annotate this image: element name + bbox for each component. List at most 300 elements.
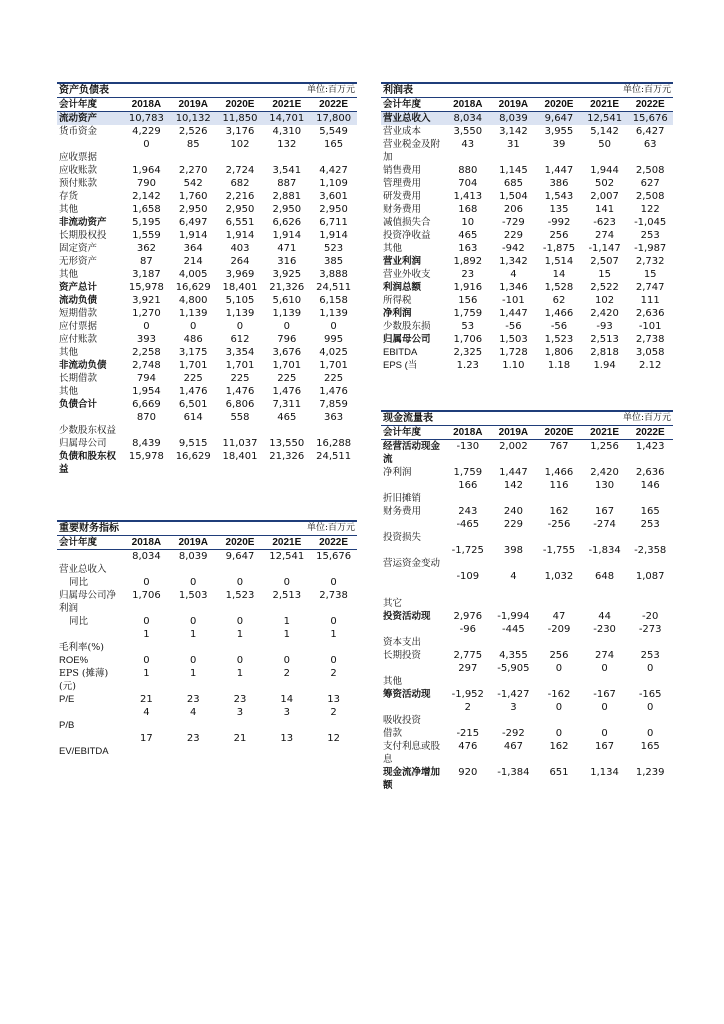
table-row (57, 125, 357, 138)
row-label: 净利润 (383, 467, 412, 478)
row-label: 毛利率(%) (59, 641, 104, 653)
cell-value: 1.94 (593, 360, 616, 371)
cell-value: 1,476 (225, 386, 255, 397)
row-label: 应付票据 (59, 321, 98, 332)
cell-value: 2,775 (453, 650, 483, 661)
year-header: 2021E (582, 426, 628, 440)
cell-value: 1 (190, 667, 197, 679)
table-row (381, 662, 673, 688)
row-label: 长期投资 (383, 650, 422, 661)
cell-value: -167 (593, 689, 616, 700)
cell-value: 1,466 (544, 308, 574, 319)
row-label: 其他 (59, 204, 79, 215)
cell-value: 1,914 (319, 230, 348, 241)
cell-value: 297 (458, 663, 478, 674)
cell-value: 4 (143, 706, 150, 718)
row-label: ROE% (59, 654, 89, 666)
cell-value: 1,270 (132, 308, 161, 319)
cell-value: 43 (461, 139, 475, 150)
cell-value: 1,706 (132, 589, 161, 601)
row-label: 营业总收入 (59, 563, 107, 575)
cell-value: 1,701 (272, 360, 302, 371)
cell-value: 0 (555, 663, 563, 674)
table-title: 重要财务指标 (57, 521, 170, 536)
cell-value: 23 (186, 732, 200, 744)
cell-value: 165 (640, 741, 660, 752)
cell-value: -130 (456, 441, 480, 452)
cell-value: 2,420 (590, 308, 619, 319)
cell-value: 363 (324, 412, 344, 423)
cell-value: 62 (552, 295, 566, 306)
cell-value: 7,311 (272, 399, 302, 410)
table-unit: 单位:百万元 (170, 521, 357, 536)
row-label: 减值损失合 (383, 217, 431, 228)
row-label: 管理费用 (383, 178, 422, 189)
cell-value: 1,701 (225, 360, 255, 371)
cell-value: 3,175 (178, 347, 208, 358)
cell-value: 2,007 (590, 191, 619, 202)
row-label: 资本支出 (383, 637, 422, 648)
cell-value: 3,187 (132, 269, 161, 280)
cell-value: 1,559 (132, 230, 161, 241)
cell-value: 2,747 (635, 282, 665, 293)
cell-value: 229 (503, 230, 523, 241)
table-row (57, 229, 357, 242)
cell-value: 1,466 (544, 467, 574, 478)
cell-value: 476 (458, 741, 478, 752)
cell-value: 12,541 (269, 551, 305, 562)
header-label: 会计年度 (381, 98, 445, 112)
cell-value: -162 (547, 689, 571, 700)
cell-value: 1 (283, 628, 290, 640)
table-row (381, 216, 673, 229)
cell-value: 0 (143, 576, 150, 588)
cell-value: -1,994 (497, 611, 530, 622)
cell-value: -1,875 (542, 243, 576, 254)
cell-value: -5,905 (497, 663, 530, 674)
table-header-row (57, 536, 357, 550)
cell-value: -623 (593, 217, 616, 228)
cell-value: 23 (186, 693, 200, 705)
cell-value: 23 (233, 693, 247, 705)
year-header: 2020E (217, 98, 264, 112)
cell-value: 2,325 (453, 347, 483, 358)
table-row (57, 216, 357, 229)
cell-value: 156 (458, 295, 478, 306)
income-statement-table (381, 82, 673, 372)
cell-value: 1,760 (178, 191, 208, 202)
cell-value: 1,139 (272, 308, 302, 319)
cell-value: 5,549 (319, 126, 348, 137)
cash-flow-table (381, 410, 673, 792)
cell-value: 794 (136, 373, 156, 384)
year-header: 2020E (536, 98, 582, 112)
table-row (381, 203, 673, 216)
cell-value: 0 (555, 728, 563, 739)
cell-value: 2,513 (272, 589, 302, 601)
cell-value: 44 (598, 611, 611, 622)
cell-value: -230 (593, 624, 616, 635)
cell-value: 6,501 (178, 399, 208, 410)
cell-value: 1,706 (453, 334, 483, 345)
cell-value: 240 (503, 506, 523, 517)
cell-value: 0 (190, 321, 197, 332)
cell-value: 1,701 (319, 360, 348, 371)
cell-value: 502 (595, 178, 615, 189)
table-row (57, 450, 357, 476)
cell-value: -1,987 (634, 243, 667, 254)
row-label: 归属母公司净利润 (59, 589, 117, 614)
cell-value: 0 (190, 615, 197, 627)
cell-value: -1,045 (634, 217, 667, 228)
cell-value: 5,195 (132, 217, 161, 228)
cell-value: 2,526 (178, 126, 208, 137)
cell-value: 0 (143, 321, 150, 332)
cell-value: 2,513 (590, 334, 619, 345)
table-row (57, 242, 357, 255)
cell-value: 3,176 (225, 126, 255, 137)
table-row (57, 654, 357, 667)
cell-value: 6,626 (272, 217, 302, 228)
cell-value: 17,800 (310, 112, 357, 126)
cell-value: 13 (327, 693, 340, 705)
cell-value: 1,759 (453, 467, 483, 478)
table-row (57, 437, 357, 450)
row-label: 营运资金变动 (383, 558, 441, 569)
cell-value: 704 (458, 178, 478, 189)
cell-value: 9,515 (178, 438, 208, 449)
row-label: 负债合计 (59, 399, 98, 410)
cell-value: 1,032 (544, 571, 574, 582)
row-label: 其它 (383, 598, 403, 609)
year-header: 2018A (445, 426, 491, 440)
year-header: 2021E (582, 98, 628, 112)
cell-value: 767 (549, 441, 569, 452)
cell-value: 2,976 (453, 611, 483, 622)
year-header: 2019A (491, 98, 537, 112)
cell-value: 2.12 (639, 360, 662, 371)
table-title: 资产负债表 (57, 83, 263, 98)
cell-value: 1,701 (178, 360, 208, 371)
cell-value: 163 (458, 243, 478, 254)
cell-value: 1,892 (453, 256, 483, 267)
table-row (381, 307, 673, 320)
cell-value: 132 (277, 139, 297, 150)
cell-value: 1,523 (225, 589, 255, 601)
cell-value: 1 (190, 628, 197, 640)
cell-value: 102 (595, 295, 615, 306)
year-header: 2018A (123, 536, 170, 550)
cell-value: 1,954 (132, 386, 161, 397)
cell-value: 2 (283, 667, 290, 679)
cell-value: 3,969 (225, 269, 255, 280)
cell-value: 3 (236, 706, 244, 718)
row-label: 归属母公司 (383, 334, 431, 345)
cell-value: 225 (324, 373, 344, 384)
table-row (57, 615, 357, 628)
row-label: 少数股东损 (383, 321, 431, 332)
cell-value: 1,109 (319, 178, 348, 189)
cell-value: 465 (277, 412, 297, 423)
cell-value: 1,256 (590, 441, 619, 452)
table-row (57, 693, 357, 706)
cell-value: 3,925 (272, 269, 302, 280)
table-row (57, 550, 357, 576)
table-row (57, 320, 357, 333)
cell-value: 6,427 (635, 126, 665, 137)
table-row (381, 294, 673, 307)
table-row (57, 667, 357, 693)
cell-value: 16,288 (316, 438, 352, 449)
table-row (57, 190, 357, 203)
row-label: EBITDA (383, 347, 418, 358)
cell-value: -2,358 (634, 545, 667, 556)
table-row (381, 112, 673, 126)
cell-value: 24,511 (316, 451, 352, 462)
cell-value: -209 (547, 624, 571, 635)
cell-value: 9,647 (225, 551, 255, 562)
table-row (57, 138, 357, 164)
table-row (381, 440, 673, 467)
cell-value: 0 (236, 654, 244, 666)
cell-value: 2,950 (178, 204, 208, 215)
cell-value: 253 (640, 650, 660, 661)
cell-value: 102 (230, 139, 250, 150)
cell-value: 2,732 (635, 256, 665, 267)
cell-value: 0 (236, 615, 244, 627)
table-row (381, 125, 673, 138)
cell-value: 558 (230, 412, 250, 423)
table-unit: 单位:百万元 (582, 83, 673, 98)
cell-value: 13 (280, 732, 294, 744)
table-title-row (57, 83, 357, 98)
table-row (57, 372, 357, 385)
row-label: 非流动资产 (59, 217, 107, 228)
cell-value: 1.23 (456, 360, 479, 371)
cell-value: 1 (283, 615, 290, 627)
cell-value: 2,818 (590, 347, 619, 358)
table-title-row (57, 521, 357, 536)
row-label: 流动负债 (59, 295, 98, 306)
cell-value: 386 (549, 178, 569, 189)
cell-value: 1,413 (453, 191, 483, 202)
cell-value: 1,346 (499, 282, 528, 293)
cell-value: 2,636 (635, 308, 665, 319)
cell-value: 4,025 (319, 347, 348, 358)
cell-value: 2,738 (635, 334, 665, 345)
cell-value: 142 (503, 480, 523, 491)
cell-value: 116 (549, 480, 569, 491)
cell-value: 11,037 (222, 438, 258, 449)
cell-value: 1,503 (499, 334, 528, 345)
cell-value: 10,132 (170, 112, 217, 126)
table-row (57, 333, 357, 346)
cell-value: 18,401 (222, 282, 258, 293)
cell-value: 523 (324, 243, 344, 254)
cell-value: 225 (230, 373, 250, 384)
table-row (57, 307, 357, 320)
cell-value: 53 (461, 321, 475, 332)
cell-value: 3,888 (319, 269, 348, 280)
year-header: 2022E (627, 426, 673, 440)
cell-value: 6,158 (319, 295, 348, 306)
cell-value: 1,658 (132, 204, 161, 215)
table-row (381, 177, 673, 190)
cell-value: 1,139 (178, 308, 208, 319)
row-label: 营业税金及附加 (383, 139, 441, 163)
row-label: 经营活动现金流 (383, 441, 441, 465)
cell-value: 14 (280, 693, 294, 705)
cell-value: 2,142 (132, 191, 161, 202)
year-header: 2020E (217, 536, 264, 550)
cell-value: 3,601 (319, 191, 348, 202)
row-label: 归属母公司 (59, 438, 107, 449)
cell-value: 6,806 (225, 399, 255, 410)
year-header: 2019A (491, 426, 537, 440)
cell-value: 0 (555, 702, 563, 713)
table-unit: 单位:百万元 (582, 411, 673, 426)
cell-value: 10 (461, 217, 475, 228)
row-label: P/B (59, 719, 75, 731)
cell-value: 2,724 (225, 165, 255, 176)
cell-value: 1,944 (590, 165, 619, 176)
table-row (57, 346, 357, 359)
cell-value: 47 (552, 611, 566, 622)
cell-value: -93 (596, 321, 613, 332)
cell-value: 4 (510, 571, 517, 582)
cell-value: -20 (642, 611, 659, 622)
table-row (381, 255, 673, 268)
cell-value: 256 (549, 650, 569, 661)
row-label: 其他 (383, 243, 403, 254)
cell-value: 167 (595, 741, 615, 752)
row-label: 长期借款 (59, 373, 98, 384)
row-label: 投资净收益 (383, 230, 431, 241)
row-label: 应收账款 (59, 165, 98, 176)
table-row (381, 505, 673, 518)
cell-value: 21 (233, 732, 247, 744)
cell-value: 316 (277, 256, 297, 267)
cell-value: 1,342 (499, 256, 528, 267)
cell-value: 3,354 (225, 347, 255, 358)
table-row (57, 732, 357, 758)
row-label: P/E (59, 693, 75, 705)
cell-value: 1,447 (499, 308, 528, 319)
cell-value: 8,439 (132, 438, 161, 449)
table-header-row (57, 98, 357, 112)
table-row (57, 112, 357, 126)
table-row (381, 268, 673, 281)
row-label: 营业利润 (383, 256, 422, 267)
cell-value: 253 (640, 230, 660, 241)
table-row (381, 727, 673, 740)
cell-value: -292 (502, 728, 525, 739)
cell-value: 0 (283, 654, 290, 666)
year-header: 2021E (263, 536, 310, 550)
cell-value: 12,541 (582, 112, 628, 126)
cell-value: 5,142 (590, 126, 619, 137)
cell-value: 6,711 (319, 217, 348, 228)
cell-value: 2,258 (132, 347, 161, 358)
row-label: 净利润 (383, 308, 412, 319)
row-label: 营业外收支 (383, 269, 431, 280)
cell-value: 398 (503, 545, 523, 556)
year-header: 2022E (310, 536, 357, 550)
cell-value: 1.10 (502, 360, 525, 371)
table-row (57, 385, 357, 398)
cell-value: -445 (502, 624, 525, 635)
year-header: 2018A (123, 98, 170, 112)
table-title-row (381, 83, 673, 98)
cell-value: 21 (140, 693, 153, 705)
table-row (57, 294, 357, 307)
cell-value: 2,270 (178, 165, 208, 176)
cell-value: 63 (643, 139, 657, 150)
cell-value: 4 (190, 706, 197, 718)
table-row (381, 242, 673, 255)
cell-value: 15 (598, 269, 611, 280)
cell-value: 1,914 (178, 230, 208, 241)
cell-value: 1 (236, 667, 244, 679)
table-row (381, 333, 673, 346)
cell-value: 0 (190, 654, 197, 666)
balance-sheet-table (57, 82, 357, 476)
table-row (381, 544, 673, 570)
cell-value: 465 (458, 230, 478, 241)
row-label: 营业总收入 (381, 112, 445, 126)
cell-value: -56 (505, 321, 522, 332)
table-row (381, 190, 673, 203)
cell-value: -1,384 (497, 767, 530, 778)
table-unit: 单位:百万元 (263, 83, 357, 98)
cell-value: -101 (638, 321, 662, 332)
cell-value: 0 (601, 702, 608, 713)
cell-value: 6,551 (225, 217, 255, 228)
row-label: 存货 (59, 191, 79, 202)
cell-value: 0 (647, 702, 654, 713)
table-row (57, 706, 357, 732)
cell-value: 21,326 (269, 451, 305, 462)
cell-value: 362 (136, 243, 156, 254)
cell-value: -56 (550, 321, 568, 332)
cell-value: 651 (549, 767, 569, 778)
cell-value: 2,216 (225, 191, 255, 202)
cell-value: 253 (640, 519, 660, 530)
cell-value: -992 (547, 217, 571, 228)
cell-value: 2,950 (319, 204, 348, 215)
table-row (57, 177, 357, 190)
cell-value: 542 (183, 178, 203, 189)
cell-value: 165 (324, 139, 344, 150)
cell-value: 467 (503, 741, 523, 752)
cell-value: 1,139 (225, 308, 255, 319)
cell-value: 0 (283, 321, 290, 332)
row-label: 现金流净增加额 (383, 767, 441, 791)
row-label: 预付账款 (59, 178, 98, 189)
cell-value: 1 (143, 628, 150, 640)
cell-value: 0 (647, 663, 654, 674)
cell-value: 6,497 (178, 217, 208, 228)
cell-value: 2,748 (132, 360, 161, 371)
cell-value: 8,034 (445, 112, 491, 126)
cell-value: 870 (136, 412, 156, 423)
cell-value: 614 (183, 412, 203, 423)
cell-value: 3,921 (132, 295, 161, 306)
cell-value: 1,728 (499, 347, 528, 358)
cell-value: 17 (140, 732, 153, 744)
cell-value: 9,647 (536, 112, 582, 126)
cell-value: 3,955 (544, 126, 574, 137)
